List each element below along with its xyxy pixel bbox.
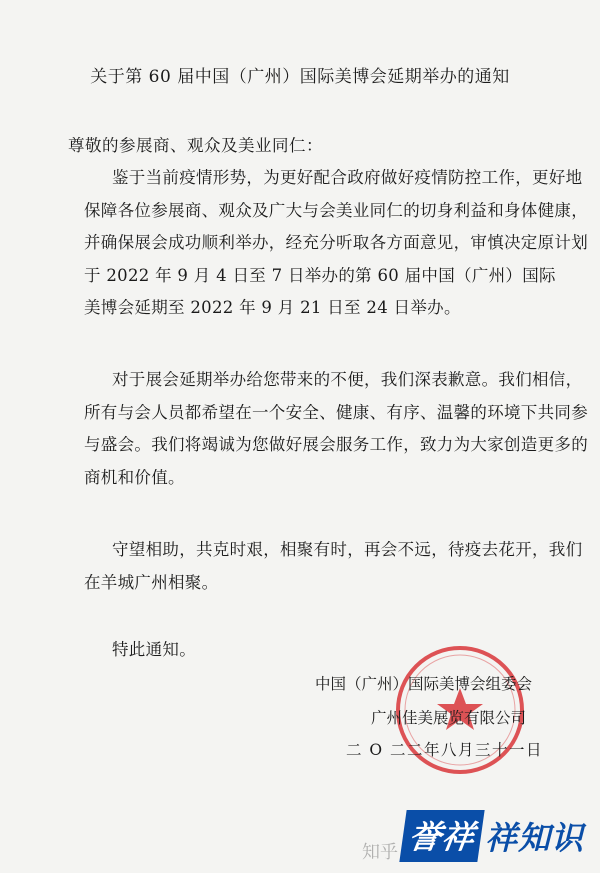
paragraph-postponement: [84, 162, 588, 325]
paragraph-line: 对于展会延期举办给您带来的不便，我们深表歉意。我们相信，: [112, 370, 583, 389]
paragraph-line: 与盛会。我们将竭诚为您做好展会服务工作，致力为大家创造更多的: [84, 435, 588, 454]
paragraph-line: 商机和价值。: [84, 467, 185, 487]
zhihu-watermark: 知乎: [362, 842, 398, 863]
paragraph-line: 并确保展会成功顺利举办，经充分听取各方面意见，审慎决定原计划: [84, 233, 588, 252]
paragraph-line: 保障各位参展商、观众及广大与会美业同仁的切身利益和身体健康，: [84, 200, 588, 220]
logo-block-text: 誉祥: [399, 810, 484, 862]
paragraph-line: 守望相助，共克时艰，相聚有时，再会不远，待疫去花开，我们: [112, 540, 583, 559]
paragraph-line: 特此通知。: [112, 640, 196, 659]
paragraph-apology: [84, 364, 588, 494]
notice-title: 关于第 60 届中国（广州）国际美博会延期举办的通知: [90, 67, 510, 87]
signature-company: 广州佳美展览有限公司: [371, 709, 527, 727]
paragraph-line: 在羊城广州相聚。: [84, 572, 219, 592]
paragraph-line: 所有与会人员都希望在一个安全、健康、有序、温馨的环境下共同参: [84, 402, 588, 422]
salutation: 尊敬的参展商、观众及美业同仁：: [68, 136, 323, 155]
paragraph-closing: [84, 534, 583, 599]
signature-organizer: 中国（广州）国际美博会组委会: [315, 675, 533, 693]
signature-date: 二 O 二二年八月三十一日: [346, 741, 544, 759]
paragraph-line: 鉴于当前疫情形势，为更好配合政府做好疫情防控工作，更好地: [112, 168, 583, 187]
brand-logo: [403, 810, 584, 862]
paragraph-line: 于 2022 年 9 月 4 日至 7 日举办的第 60 届中国（广州）国际: [84, 265, 556, 285]
paragraph-line: 美博会延期至 2022 年 9 月 21 日至 24 日举办。: [84, 298, 461, 317]
logo-text: 祥知识: [485, 819, 585, 857]
